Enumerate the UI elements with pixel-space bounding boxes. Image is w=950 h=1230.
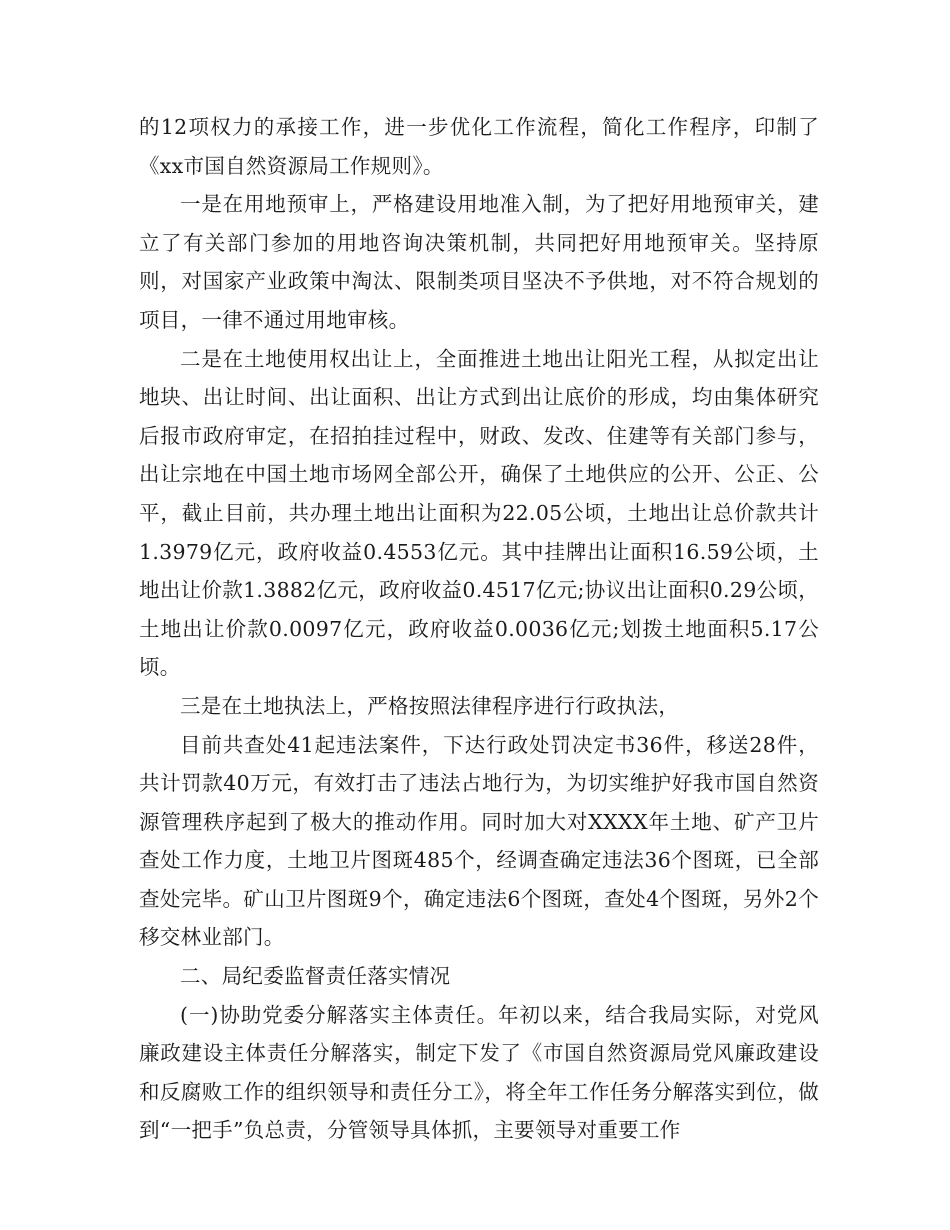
paragraph-case-handling: 目前共查处41起违法案件，下达行政处罚决定书36件，移送28件，共计罚款40万元，有效打击了违法占地行为，为切实维护好我市国自然资源管理秩序起到了极大的推动作用。同时加大对XXXX年土地、矿产卫片查处工作力度，土地卫片图斑485个，经调查确定违法36个图斑，已全部查处完毕。矿山卫片图斑9个，确定违法6个图斑，查处4个图斑，另外2个移交林业部门。 bbox=[139, 732, 819, 950]
paragraph-continuation: 的12项权力的承接工作，进一步优化工作流程，简化工作程序，印制了《xx市国自然资源局工作规则》。 bbox=[139, 115, 819, 178]
document-body bbox=[139, 108, 819, 1150]
paragraph-land-transfer: 二是在土地使用权出让上，全面推进土地出让阳光工程，从拟定出让地块、出让时间、出让面积、出让方式到出让底价的形成，均由集体研究后报市政府审定，在招拍挂过程中，财政、发改、住建等有关部门参与，出让宗地在中国土地市场网全部公开，确保了土地供应的公开、公正、公平，截止目前，共办理土地出让面积为22.05公顷，土地出让总价款共计1.3979亿元，政府收益0.4553亿元。其中挂牌出让面积16.59公顷，土地出让价款1.3882亿元，政府收益0.4517亿元;协议出让面积0.29公顷，土地出让价款0.0097亿元，政府收益0.0036亿元;划拨土地面积5.17公顷。 bbox=[139, 346, 819, 680]
paragraph-land-enforcement: 三是在土地执法上，严格按照法律程序进行行政执法， bbox=[180, 693, 680, 718]
section-heading-supervision: 二、局纪委监督责任落实情况 bbox=[180, 964, 451, 989]
paragraph-land-preapproval: 一是在用地预审上，严格建设用地准入制，为了把好用地预审关，建立了有关部门参加的用地咨询决策机制，共同把好用地预审关。坚持原则，对国家产业政策中淘汰、限制类项目坚决不予供地，对不符合规划的项目，一律不通过用地审核。 bbox=[139, 192, 819, 332]
paragraph-responsibility: (一)协助党委分解落实主体责任。年初以来，结合我局实际，对党风廉政建设主体责任分解落实，制定下发了《市国自然资源局党风廉政建设和反腐败工作的组织领导和责任分工》，将全年工作任务分解落实到位，做到“一把手”负总责，分管领导具体抓，主要领导对重要工作 bbox=[139, 1002, 819, 1143]
